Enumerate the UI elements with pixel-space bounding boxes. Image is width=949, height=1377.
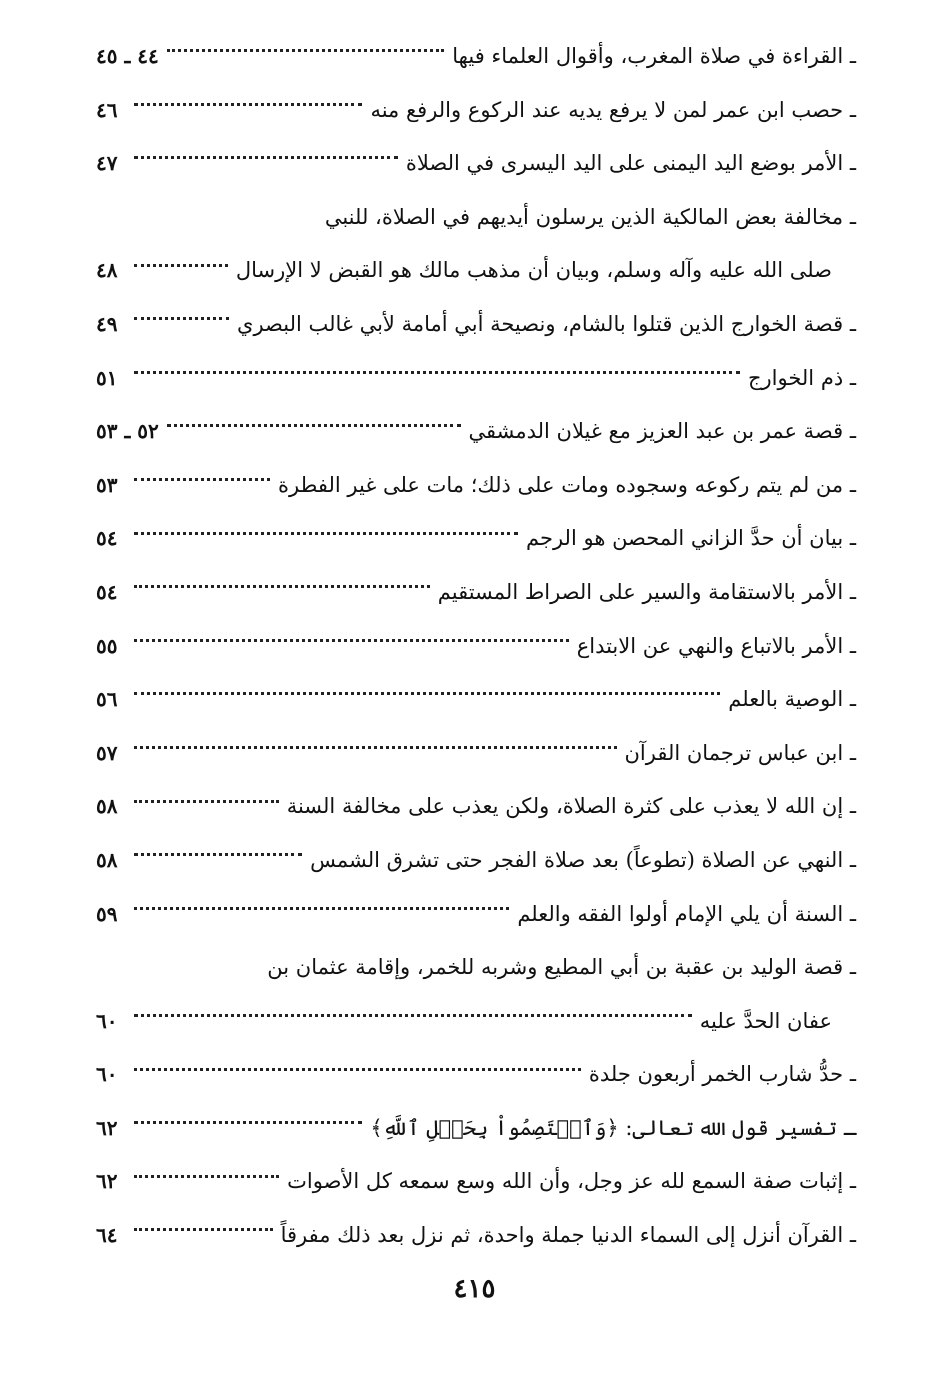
toc-entry-page: ٥٣	[96, 472, 118, 497]
dot-leader	[134, 692, 720, 695]
toc-entry-page: ٤٧	[96, 151, 118, 176]
toc-entry-title: ـ القرآن أنزل إلى السماء الدنيا جملة واحدة، ثم نزل بعد ذلك مفرقاً	[280, 1223, 856, 1248]
toc-entry-page: ٥٢ ـ ٥٣	[96, 419, 159, 444]
toc-entry-page: ٤٩	[96, 311, 118, 336]
dot-leader	[134, 1121, 362, 1124]
toc-entry-title: ـ تفسير قول الله تعالى: ﴿وَٱعۡتَصِمُواْ بِحَبۡلِ ٱللَّهِ﴾	[370, 1115, 856, 1140]
page-number: ٤١٥	[453, 1274, 496, 1304]
toc-entry-title: ـ من لم يتم ركوعه وسجوده ومات على ذلك؛ مات على غير الفطرة	[278, 472, 856, 497]
toc-entry-title: عفان الحدَّ عليه	[699, 1008, 832, 1033]
dot-leader	[134, 907, 509, 910]
dot-leader	[134, 639, 569, 642]
toc-entry-title: ـ الأمر بالاتباع والنهي عن الابتداع	[576, 633, 856, 658]
toc-entry-title: ـ النهي عن الصلاة (تطوعاً) بعد صلاة الفجر حتى تشرق الشمس	[310, 847, 856, 872]
dot-leader	[134, 800, 279, 803]
toc-entry-title: ـ القراءة في صلاة المغرب، وأقوال العلماء فيها	[452, 44, 856, 68]
toc-entry	[96, 352, 856, 406]
toc-entry-continuation	[96, 995, 856, 1049]
toc-entry	[96, 888, 856, 942]
dot-leader	[167, 49, 445, 52]
toc-entry-page: ٥٩	[96, 901, 118, 926]
dot-leader	[134, 103, 362, 106]
toc-entry	[96, 137, 856, 191]
dot-leader	[134, 1068, 581, 1071]
dot-leader	[134, 585, 430, 588]
toc-entry-title: ـ الوصية بالعلم	[728, 687, 856, 712]
toc-entry-page: ٦٠	[96, 1062, 118, 1087]
toc-entry	[96, 941, 856, 995]
toc-entry-title: ـ حدُّ شارب الخمر أربعون جلدة	[588, 1062, 856, 1087]
toc-entry-page: ٥٦	[96, 687, 118, 712]
toc-entry-title: ـ قصة الوليد بن عقبة بن أبي المطيع وشربه للخمر، وإقامة عثمان بن	[267, 955, 856, 980]
toc-entry	[96, 191, 856, 245]
dot-leader	[134, 532, 518, 535]
toc-entry	[96, 1048, 856, 1102]
toc-entry	[96, 727, 856, 781]
toc-entry-title: ـ الأمر بوضع اليد اليمنى على اليد اليسرى في الصلاة	[405, 151, 856, 176]
dot-leader	[134, 478, 270, 481]
toc-entry	[96, 1102, 856, 1156]
toc-entry-title: ـ إن الله لا يعذب على كثرة الصلاة، ولكن يعذب على مخالفة السنة	[286, 794, 856, 819]
dot-leader	[134, 317, 229, 320]
toc-entry-page: ٤٤ ـ ٤٥	[96, 44, 159, 68]
dot-leader	[134, 1014, 692, 1017]
toc-entry	[96, 512, 856, 566]
toc-entry-title: ـ قصة عمر بن عبد العزيز مع غيلان الدمشقي	[468, 419, 856, 444]
toc-entry	[96, 405, 856, 459]
dot-leader	[134, 264, 228, 267]
dot-leader	[134, 1228, 273, 1231]
toc-entry-title: صلى الله عليه وآله وسلم، وبيان أن مذهب مالك هو القبض لا الإرسال	[235, 258, 832, 283]
toc-entry-page: ٦٤	[96, 1223, 118, 1248]
toc-entry-page: ٦٢	[96, 1169, 118, 1194]
toc-entry-title: ـ قصة الخوارج الذين قتلوا بالشام، ونصيحة أبي أمامة لأبي غالب البصري	[237, 311, 856, 336]
toc-entry	[96, 566, 856, 620]
dot-leader	[134, 853, 302, 856]
toc-entry-title: ـ حصب ابن عمر لمن لا يرفع يديه عند الركوع والرفع منه	[370, 97, 856, 122]
toc-entry-page: ٥١	[96, 365, 118, 390]
toc-entry	[96, 298, 856, 352]
dot-leader	[134, 371, 740, 374]
toc-entry	[96, 780, 856, 834]
toc-entry-page: ٥٧	[96, 740, 118, 765]
toc-entry-title: ـ بيان أن حدَّ الزاني المحصن هو الرجم	[526, 526, 856, 551]
toc-entry-page: ٤٨	[96, 258, 118, 283]
toc-entry-page: ٦٢	[96, 1115, 118, 1140]
dot-leader	[167, 424, 461, 427]
toc-entry-title: ـ مخالفة بعض المالكية الذين يرسلون أيديهم في الصلاة، للنبي	[324, 204, 856, 229]
table-of-contents	[96, 30, 856, 1263]
toc-entry-page: ٥٤	[96, 526, 118, 551]
dot-leader	[134, 1175, 279, 1178]
toc-entry	[96, 30, 856, 84]
toc-entry-title: ـ إثبات صفة السمع لله عز وجل، وأن الله وسع سمعه كل الأصوات	[287, 1169, 856, 1194]
toc-entry-title: ـ الأمر بالاستقامة والسير على الصراط المستقيم	[437, 579, 856, 604]
toc-entry-page: ٤٦	[96, 97, 118, 122]
toc-entry-title: ـ ابن عباس ترجمان القرآن	[624, 740, 856, 765]
toc-entry	[96, 1155, 856, 1209]
toc-entry-continuation	[96, 244, 856, 298]
dot-leader	[134, 156, 398, 159]
toc-entry-title: ـ ذم الخوارج	[747, 365, 856, 390]
toc-entry	[96, 459, 856, 513]
toc-entry	[96, 620, 856, 674]
toc-entry-page: ٥٨	[96, 847, 118, 872]
toc-entry	[96, 834, 856, 888]
toc-entry-page: ٥٤	[96, 579, 118, 604]
toc-entry-page: ٥٥	[96, 633, 118, 658]
toc-entry-title: ـ السنة أن يلي الإمام أولوا الفقه والعلم	[517, 901, 856, 926]
toc-entry-page: ٦٠	[96, 1008, 118, 1033]
dot-leader	[134, 746, 617, 749]
toc-entry	[96, 84, 856, 138]
toc-entry	[96, 1209, 856, 1263]
toc-entry-page: ٥٨	[96, 794, 118, 819]
toc-entry	[96, 673, 856, 727]
